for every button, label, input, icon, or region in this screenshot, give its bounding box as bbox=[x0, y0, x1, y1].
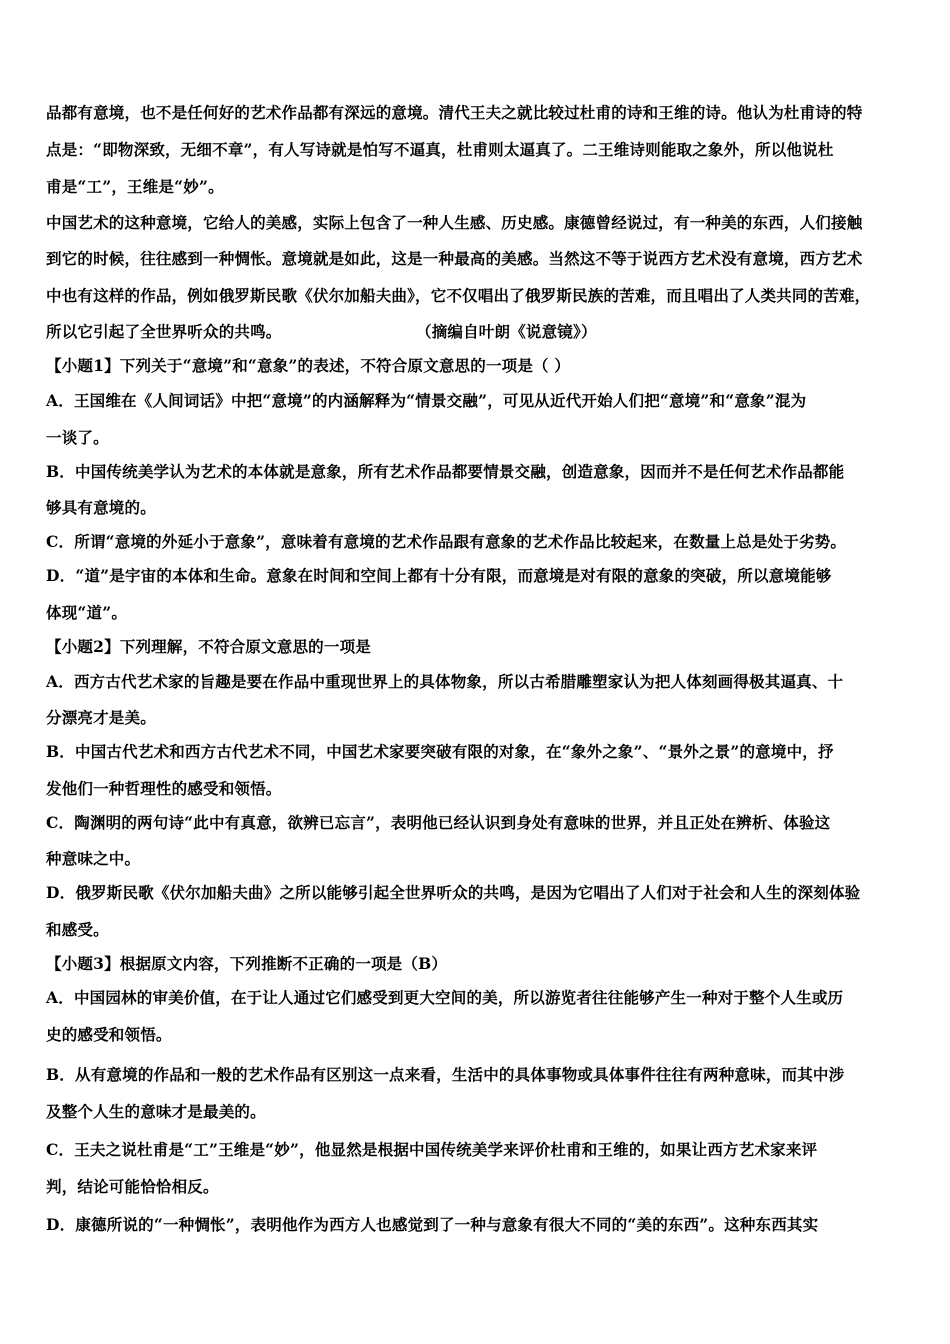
option-label: A． bbox=[46, 391, 74, 410]
passage-line: 到它的时候，往往感到一种惆怅。意境就是如此，这是一种最高的美感。当然这不等于说西方艺术没有意境，西方艺术 bbox=[46, 249, 863, 268]
option-label: D． bbox=[46, 566, 76, 585]
option-label: C． bbox=[46, 1140, 75, 1159]
option-text: 王国维在《人间词话》中把“意境”的内涵解释为“情景交融”，可见从近代开始人们把“意境”和“意象”混为 bbox=[73, 391, 807, 410]
q1-option-b bbox=[46, 462, 916, 482]
option-label: A． bbox=[46, 672, 74, 691]
option-label: A． bbox=[46, 988, 74, 1007]
passage-line: 点是：“即物深致，无细不章”，有人写诗就是怕写不逼真，杜甫则太逼真了。二王维诗则能取之象外，所以他说杜 bbox=[46, 140, 834, 159]
option-label: C． bbox=[46, 532, 75, 551]
q1-option-c bbox=[46, 532, 916, 552]
option-text: 王夫之说杜甫是“工”王维是“妙”，他显然是根据中国传统美学来评价杜甫和王维的，如果让西方艺术家来评 bbox=[74, 1140, 818, 1159]
option-text: “道”是宇宙的本体和生命。意象在时间和空间上都有十分有限，而意境是对有限的意象的突破，所以意境能够 bbox=[75, 566, 832, 585]
question-3-stem: 【小题3】根据原文内容，下列推断不正确的一项是（B） bbox=[46, 954, 448, 973]
q1-option-a-cont: 一谈了。 bbox=[46, 428, 109, 447]
q3-option-c bbox=[46, 1140, 916, 1160]
passage-line: 品都有意境，也不是任何好的艺术作品都有深远的意境。清代王夫之就比较过杜甫的诗和王维的诗。他认为杜甫诗的特 bbox=[46, 103, 863, 122]
q2-option-a-cont: 分漂亮才是美。 bbox=[46, 708, 156, 727]
option-label: B． bbox=[46, 462, 76, 481]
passage-line: 所以它引起了全世界听众的共鸣。 bbox=[46, 322, 282, 341]
passage-source: （摘编自叶朗《说意镜》） bbox=[416, 322, 597, 341]
q2-option-c-cont: 种意味之中。 bbox=[46, 849, 141, 868]
option-text: 俄罗斯民歌《伏尔加船夫曲》之所以能够引起全世界听众的共鸣，是因为它唱出了人们对于社会和人生的深刻体验 bbox=[75, 883, 861, 902]
q2-option-d bbox=[46, 883, 916, 903]
q1-option-d bbox=[46, 566, 916, 586]
option-text: 从有意境的作品和一般的艺术作品有区别这一点来看，生活中的具体事物或具体事件往往有两种意味，而其中涉 bbox=[75, 1065, 845, 1084]
q2-option-c bbox=[46, 813, 916, 833]
q3-option-a bbox=[46, 988, 916, 1008]
option-label: B． bbox=[46, 742, 76, 761]
question-1-stem: 【小题1】下列关于“意境”和“意象”的表述，不符合原文意思的一项是（ ） bbox=[46, 356, 571, 375]
q3-option-b-cont: 及整个人生的意味才是最美的。 bbox=[46, 1102, 266, 1121]
q2-option-a bbox=[46, 672, 916, 692]
q1-option-b-cont: 够具有意境的。 bbox=[46, 498, 156, 517]
passage-line: 中也有这样的作品，例如俄罗斯民歌《伏尔加船夫曲》，它不仅唱出了俄罗斯民族的苦难，而且唱出了人类共同的苦难， bbox=[46, 286, 871, 305]
option-text: 中国古代艺术和西方古代艺术不同，中国艺术家要突破有限的对象，在“象外之象”、“景外之景”的意境中，抒 bbox=[75, 742, 834, 761]
option-text: 西方古代艺术家的旨趣是要在作品中重现世界上的具体物象，所以古希腊雕塑家认为把人体刻画得极其逼真、十 bbox=[73, 672, 844, 691]
option-text: 所谓“意境的外延小于意象”，意味着有意境的艺术作品跟有意象的艺术作品比较起来，在数量上总是处于劣势。 bbox=[74, 532, 847, 551]
q1-option-d-cont: 体现“道”。 bbox=[46, 603, 128, 622]
question-2-stem: 【小题2】下列理解，不符合原文意思的一项是 bbox=[46, 637, 371, 656]
option-label: D． bbox=[46, 1215, 76, 1234]
q3-option-a-cont: 史的感受和领悟。 bbox=[46, 1025, 172, 1044]
q2-option-d-cont: 和感受。 bbox=[46, 920, 109, 939]
option-text: 中国传统美学认为艺术的本体就是意象，所有艺术作品都要情景交融，创造意象，因而并不是任何艺术作品都能 bbox=[75, 462, 845, 481]
q2-option-b bbox=[46, 742, 916, 762]
option-label: D． bbox=[46, 883, 76, 902]
q3-option-b bbox=[46, 1065, 916, 1085]
passage-line: 甫是“工”，王维是“妙”。 bbox=[46, 177, 224, 196]
q3-option-d bbox=[46, 1215, 916, 1235]
q1-option-a bbox=[46, 391, 916, 411]
passage-line: 中国艺术的这种意境，它给人的美感，实际上包含了一种人生感、历史感。康德曾经说过，有一种美的东西，人们接触 bbox=[46, 213, 863, 232]
option-text: 康德所说的“一种惆怅”，表明他作为西方人也感觉到了一种与意象有很大不同的“美的东西”。这种东西其实 bbox=[75, 1215, 819, 1234]
q3-option-c-cont: 判，结论可能恰恰相反。 bbox=[46, 1177, 219, 1196]
option-text: 中国园林的审美价值，在于让人通过它们感受到更大空间的美，所以游览者往往能够产生一种对于整个人生或历 bbox=[73, 988, 844, 1007]
option-label: C． bbox=[46, 813, 75, 832]
q2-option-b-cont: 发他们一种哲理性的感受和领悟。 bbox=[46, 779, 282, 798]
option-text: 陶渊明的两句诗“此中有真意，欲辨已忘言”，表明他已经认识到身处有意味的世界，并且正处在辨析、体验这 bbox=[74, 813, 831, 832]
option-label: B． bbox=[46, 1065, 76, 1084]
